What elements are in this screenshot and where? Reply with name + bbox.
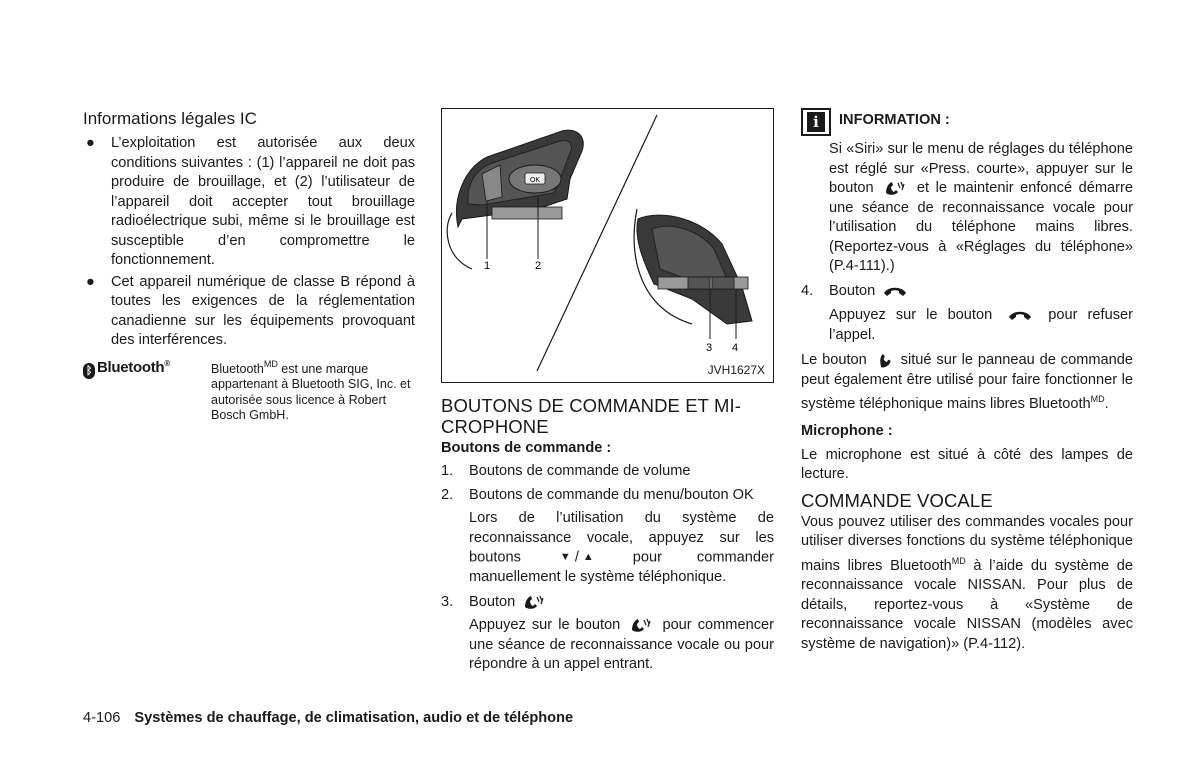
list-item: 2. Boutons de commande du menu/bouton OK [441,486,754,503]
item4-description: Appuyez sur le bouton pour refuser l’appel. [829,307,1133,343]
legal-column [83,108,415,424]
talk-phone-icon [884,180,906,196]
ok-label: OK [529,177,541,184]
callout-1: 1 [484,260,491,272]
info-box [801,108,1133,136]
microphone-text: Le microphone est situé à côté des lampes de lecture. [801,446,1133,482]
info-text: Si «Siri» sur le menu de réglages du téléphone est réglé sur «Press. courte», appuyer sur le bouton et le maintenir enfoncé démarre une séance de reconnaissance vocale pour l’utilisation du téléphone mains libres. (Reportez-vous à «Réglages du téléphone» (P.4-111).) [829,141,1133,274]
controls-column [441,108,774,675]
list-item: ● Cet appareil numérique de classe B répond à toutes les exigences de la réglementation canadienne sur les équipements provoquant des interférences. [86,273,415,348]
panel-button-text: Le bouton situé sur le panneau de commande peut également être utilisé pour faire fonctionner le système téléphonique mains libres Bluetooth$^{MD}$. [801,352,1133,412]
steering-wheel-figure [441,108,774,383]
info-icon: i [801,108,831,136]
hang-up-icon [1006,309,1034,321]
item2-description: Lors de l’utilisation du système de reconnaissance vocale, appuyez sur les boutons ▼ / ▲ pour commander manuellement le système téléphonique. [469,510,774,586]
controls-heading: BOUTONS DE COMMANDE ET MI- CROPHONE [441,395,741,437]
list-item: ● L’exploitation est autorisée aux deux conditions suivantes : (1) l’appareil ne doit pas produire de brouillage, et (2) l’utilisateur de l’appareil doit accepter tout brouillage radioélectrique subi, même si le brouillage est susceptible d’en compromettre le fonctionnement. [86,135,415,268]
bluetooth-logo: ᛒ Bluetooth® [83,357,211,424]
controls-subheading: Boutons de commande : [441,440,612,456]
info-column [801,108,1133,654]
voice-heading: COMMANDE VOCALE [801,489,993,511]
figure-code: JVH1627X [707,363,765,377]
talk-phone-icon [630,617,652,633]
callout-4: 4 [732,342,739,354]
chapter-title: Systèmes de chauffage, de climatisation, audio et de téléphone [134,710,574,726]
up-triangle-icon: ▲ [582,551,594,563]
bullet-icon: ● [86,135,95,151]
bluetooth-rune-icon: ᛒ [83,363,95,379]
talk-phone-icon [523,594,545,610]
microphone-heading: Microphone : [801,422,893,439]
down-triangle-icon: ▼ [559,551,571,563]
phone-icon [876,352,892,368]
page-number: 4-106 [83,710,121,726]
item3-description: Appuyez sur le bouton pour commencer une séance de reconnaissance vocale ou pour répondre à un appel entrant. [469,617,774,673]
steering-wheel-diagram [442,109,773,382]
page-footer [83,710,573,726]
bluetooth-notice [83,357,415,424]
bullet-icon: ● [86,273,95,290]
voice-text: Vous pouvez utiliser des commandes vocales pour utiliser diverses fonctions du système téléphonique mains libres Bluetooth$^{MD}$ à l’aide du système de reconnaissance vocale NISSAN. Pour plus de détails, reportez-vous à «Système de reconnaissance vocale NISSAN (modèles avec système de navigation)» (P.4-112). [801,513,1133,652]
list-item: 3. Bouton [441,593,774,613]
info-title: INFORMATION : [839,112,950,128]
callout-3: 3 [706,342,713,354]
hang-up-icon [883,285,907,297]
legal-heading: Informations légales IC [83,109,257,128]
list-item: 1. Boutons de commande de volume [441,463,691,479]
legal-bullets [83,134,415,351]
bluetooth-trademark-note: Bluetooth$^{MD}$ est une marque appartenant à Bluetooth SIG, Inc. et autorisée sous licence à Robert Bosch GmbH. [211,358,411,422]
list-item: 4. Bouton [801,282,1133,302]
callout-2: 2 [535,260,542,272]
